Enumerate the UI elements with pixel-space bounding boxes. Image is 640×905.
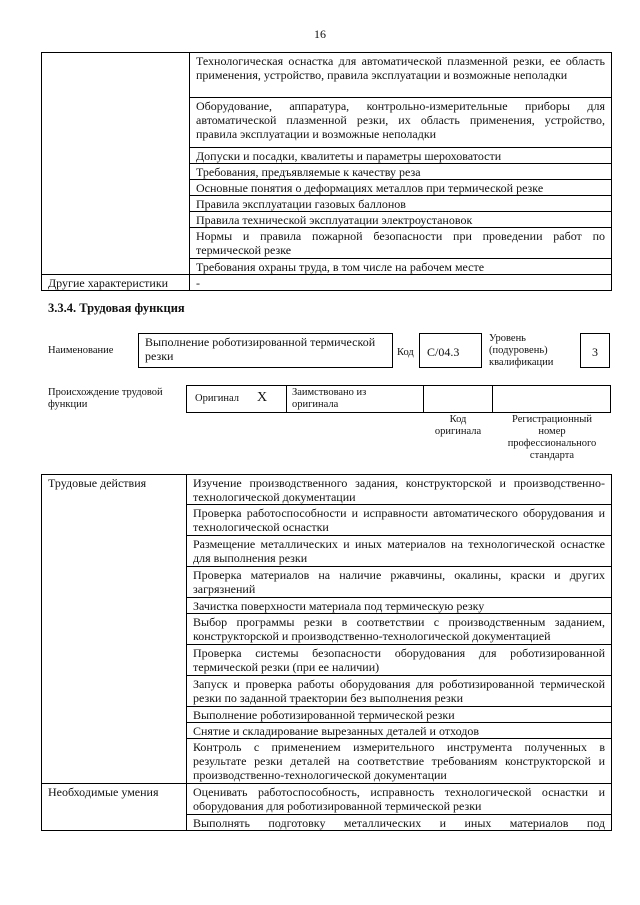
knowledge-item: Технологическая оснастка для автоматической плазменной резки, ее область применения, устройство, правила эксплуатации и возможные неполадки [190,53,612,98]
knowledge-item: Основные понятия о деформациях металлов при термической резке [190,180,612,196]
code-box [419,333,482,368]
knowledge-item: Требования охраны труда, в том числе на рабочем месте [190,259,612,275]
labor-action-item: Проверка материалов на наличие ржавчины, окалины, краски и других загрязнений [187,567,612,598]
function-name-box [138,333,393,368]
labor-action-item: Зачистка поверхности материала под термическую резку [187,598,612,614]
level-box [580,333,610,368]
table-row [42,53,612,98]
knowledge-item: Правила технической эксплуатации электроустановок [190,212,612,228]
skill-item-cut [187,815,612,831]
divider [423,386,424,412]
code-value: C/04.3 [427,345,460,359]
knowledge-table [41,52,612,291]
name-label: Наименование [48,345,114,356]
knowledge-item: Нормы и правила пожарной безопасности при проведении работ по термической резке [190,228,612,259]
level-label: Уровень (подуровень) квалификации [489,333,554,368]
other-characteristics-label: Другие характеристики [42,275,190,291]
labor-action-item: Размещение металлических и иных материалов на технологической оснастке для выполнения резки [187,536,612,567]
knowledge-item: Оборудование, аппаратура, контрольно-измерительные приборы для автоматической плазменной резки, их область применения, устройство, правила эксплуатации и возможные неполадки [190,98,612,148]
skill-item: Оценивать работоспособность, исправность технологической оснастки и оборудования для роботизированной термической резки [187,784,612,815]
section-heading: 3.3.4. Трудовая функция [48,301,185,315]
labor-action-item: Изучение производственного задания, конструкторской и производственно-технологической документации [187,475,612,505]
code-original-caption: Код оригинала [434,414,482,437]
divider [492,386,493,412]
row-label-empty [42,53,190,275]
labor-action-item: Проверка системы безопасности оборудования для роботизированной термической резки (при ее наличии) [187,645,612,676]
labor-action-item: Снятие и складирование вырезанных деталей и отходов [187,723,612,739]
original-mark: X [257,390,268,405]
borrowed-label: Заимствовано из оригинала [292,387,367,410]
labor-action-item: Выполнение роботизированной термической резки [187,707,612,723]
reg-number-caption: Регистрационный номер профессионального стандарта [507,414,597,461]
labor-action-item: Выбор программы резки в соответствии с производственным заданием, конструкторской и производственно-технологической документацией [187,614,612,645]
knowledge-item: Требования, предъявляемые к качеству реза [190,164,612,180]
level-value: 3 [592,345,598,359]
skills-label: Необходимые умения [42,784,187,831]
skill-item-text: Выполнять подготовку металлических и иных материалов под [193,816,605,830]
origin-box [186,385,611,413]
labor-action-item: Запуск и проверка работы оборудования для роботизированной термической резки по заданной траектории без выполнения резки [187,676,612,707]
knowledge-item: Допуски и посадки, квалитеты и параметры шероховатости [190,148,612,164]
other-characteristics-value: - [190,275,612,291]
knowledge-item: Правила эксплуатации газовых баллонов [190,196,612,212]
function-name-value: Выполнение роботизированной термической резки [145,335,376,363]
code-label: Код [397,347,414,358]
labor-action-item: Контроль с применением измерительного инструмента полученных в результате резки деталей на соответствие требованиям конструкторской и производственно-технологической документации [187,739,612,784]
labor-action-item: Проверка работоспособности и исправности автоматического оборудования и технологической оснастки [187,505,612,536]
table-row [42,475,612,505]
table-row [42,275,612,291]
actions-table [41,474,612,831]
divider [286,386,287,412]
table-row [42,784,612,815]
page-number: 16 [314,27,326,41]
labor-actions-label: Трудовые действия [42,475,187,784]
original-label: Оригинал [195,393,239,404]
origin-label: Происхождение трудовой функции [48,387,163,410]
